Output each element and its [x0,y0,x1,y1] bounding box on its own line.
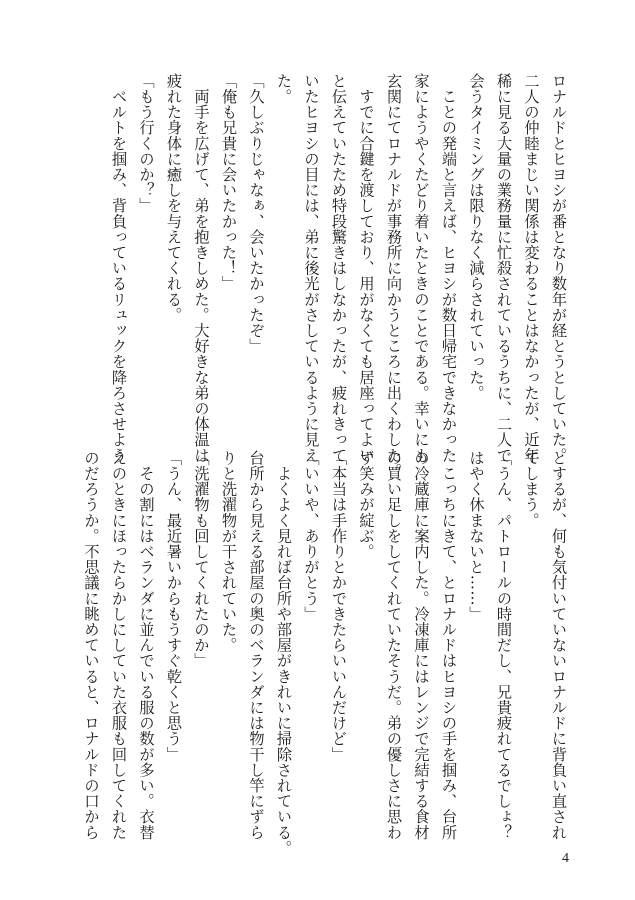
text-tier-bottom [82,450,570,856]
text-line: すでに合鍵を渡しており、用がなくても居座ってよい [357,73,376,463]
text-line: 「久しぶりじゃなぁ、会いたかったぞ」 [247,73,266,354]
text-line: のだろうか。不思議に眺めていると、ロナルドの口から [82,450,101,840]
text-line: ことの発端と言えば、ヒヨシが数日帰宅できなかった [440,73,458,463]
text-line: た。 [275,73,293,105]
text-line: 「いいや、ありがとう」 [302,450,321,622]
text-line: とするが、何も気付いていないロナルドに背負い直され [550,450,568,840]
text-line: よくよく見れば台所や部屋がきれいに掃除されている。 [275,450,293,856]
text-line: りと洗濯物が干されていた。 [220,450,238,653]
text-line: 台所から見える部屋の奥のベランダには物干し竿にずら [247,450,266,840]
text-line: 「俺も兄貴に会いたかった！」 [220,73,238,292]
text-line: 「本当は手作りとかできたらいいんだけど」 [330,450,348,762]
text-line: ず笑みが綻ぶ。 [357,450,376,560]
text-line: 「うん、最近暑いからもうすぐ乾くと思う」 [165,450,183,762]
text-tier-top [109,73,569,479]
text-line: 「もう行くのか？」 [137,73,156,214]
text-line: 稀に見る大量の業務量に忙殺されているうちに、二人で [495,73,513,463]
text-line: 会うタイミングは限りなく減らされていった。 [467,73,486,401]
text-line: 家にようやくたどり着いたときのことである。幸いにも [412,73,431,463]
text-line: こっちにきて、とロナルドはヒヨシの手を掴み、台所 [440,450,458,840]
text-line: 「うん、パトロールの時間だし、兄貴疲れてるでしょ？ [495,450,513,840]
text-line: と伝えていたため特段驚きはしなかったが、疲れきって [330,73,348,463]
text-line: の買い足しをしてくれていたそうだ。弟の優しさに思わ [385,450,403,840]
text-line: の冷蔵庫に案内した。冷凍庫にはレンジで完結する食材 [412,450,431,840]
text-line: えのときにほったらかしにしていた衣服も回してくれた [110,450,128,840]
text-line: その割にはベランダに並んでいる服の数が多い。衣替 [137,450,156,840]
text-line: 疲れた身体に癒しを与えてくれる。 [165,73,183,323]
text-line: 「洗濯物も回してくれたのか」 [192,450,211,669]
text-line: 二人の仲睦まじい関係は変わることはなかったが、近年 [522,73,541,463]
text-line: いたヒヨシの目には、弟に後光がさしているように見え [302,73,321,463]
text-line: てしまう。 [522,450,541,528]
text-line: はやく休まないと……」 [467,450,486,622]
text-line: ロナルドとヒヨシが番となり数年が経とうとしていた。 [550,73,568,463]
text-line: 両手を広げて、弟を抱きしめた。大好きな弟の体温は [192,73,211,463]
page-number: 4 [562,851,569,866]
text-line: ベルトを掴み、背負っているリュックを降ろさせよう [110,73,128,463]
text-line: 玄関にてロナルドが事務所に向かうところに出くわした。 [385,73,403,479]
